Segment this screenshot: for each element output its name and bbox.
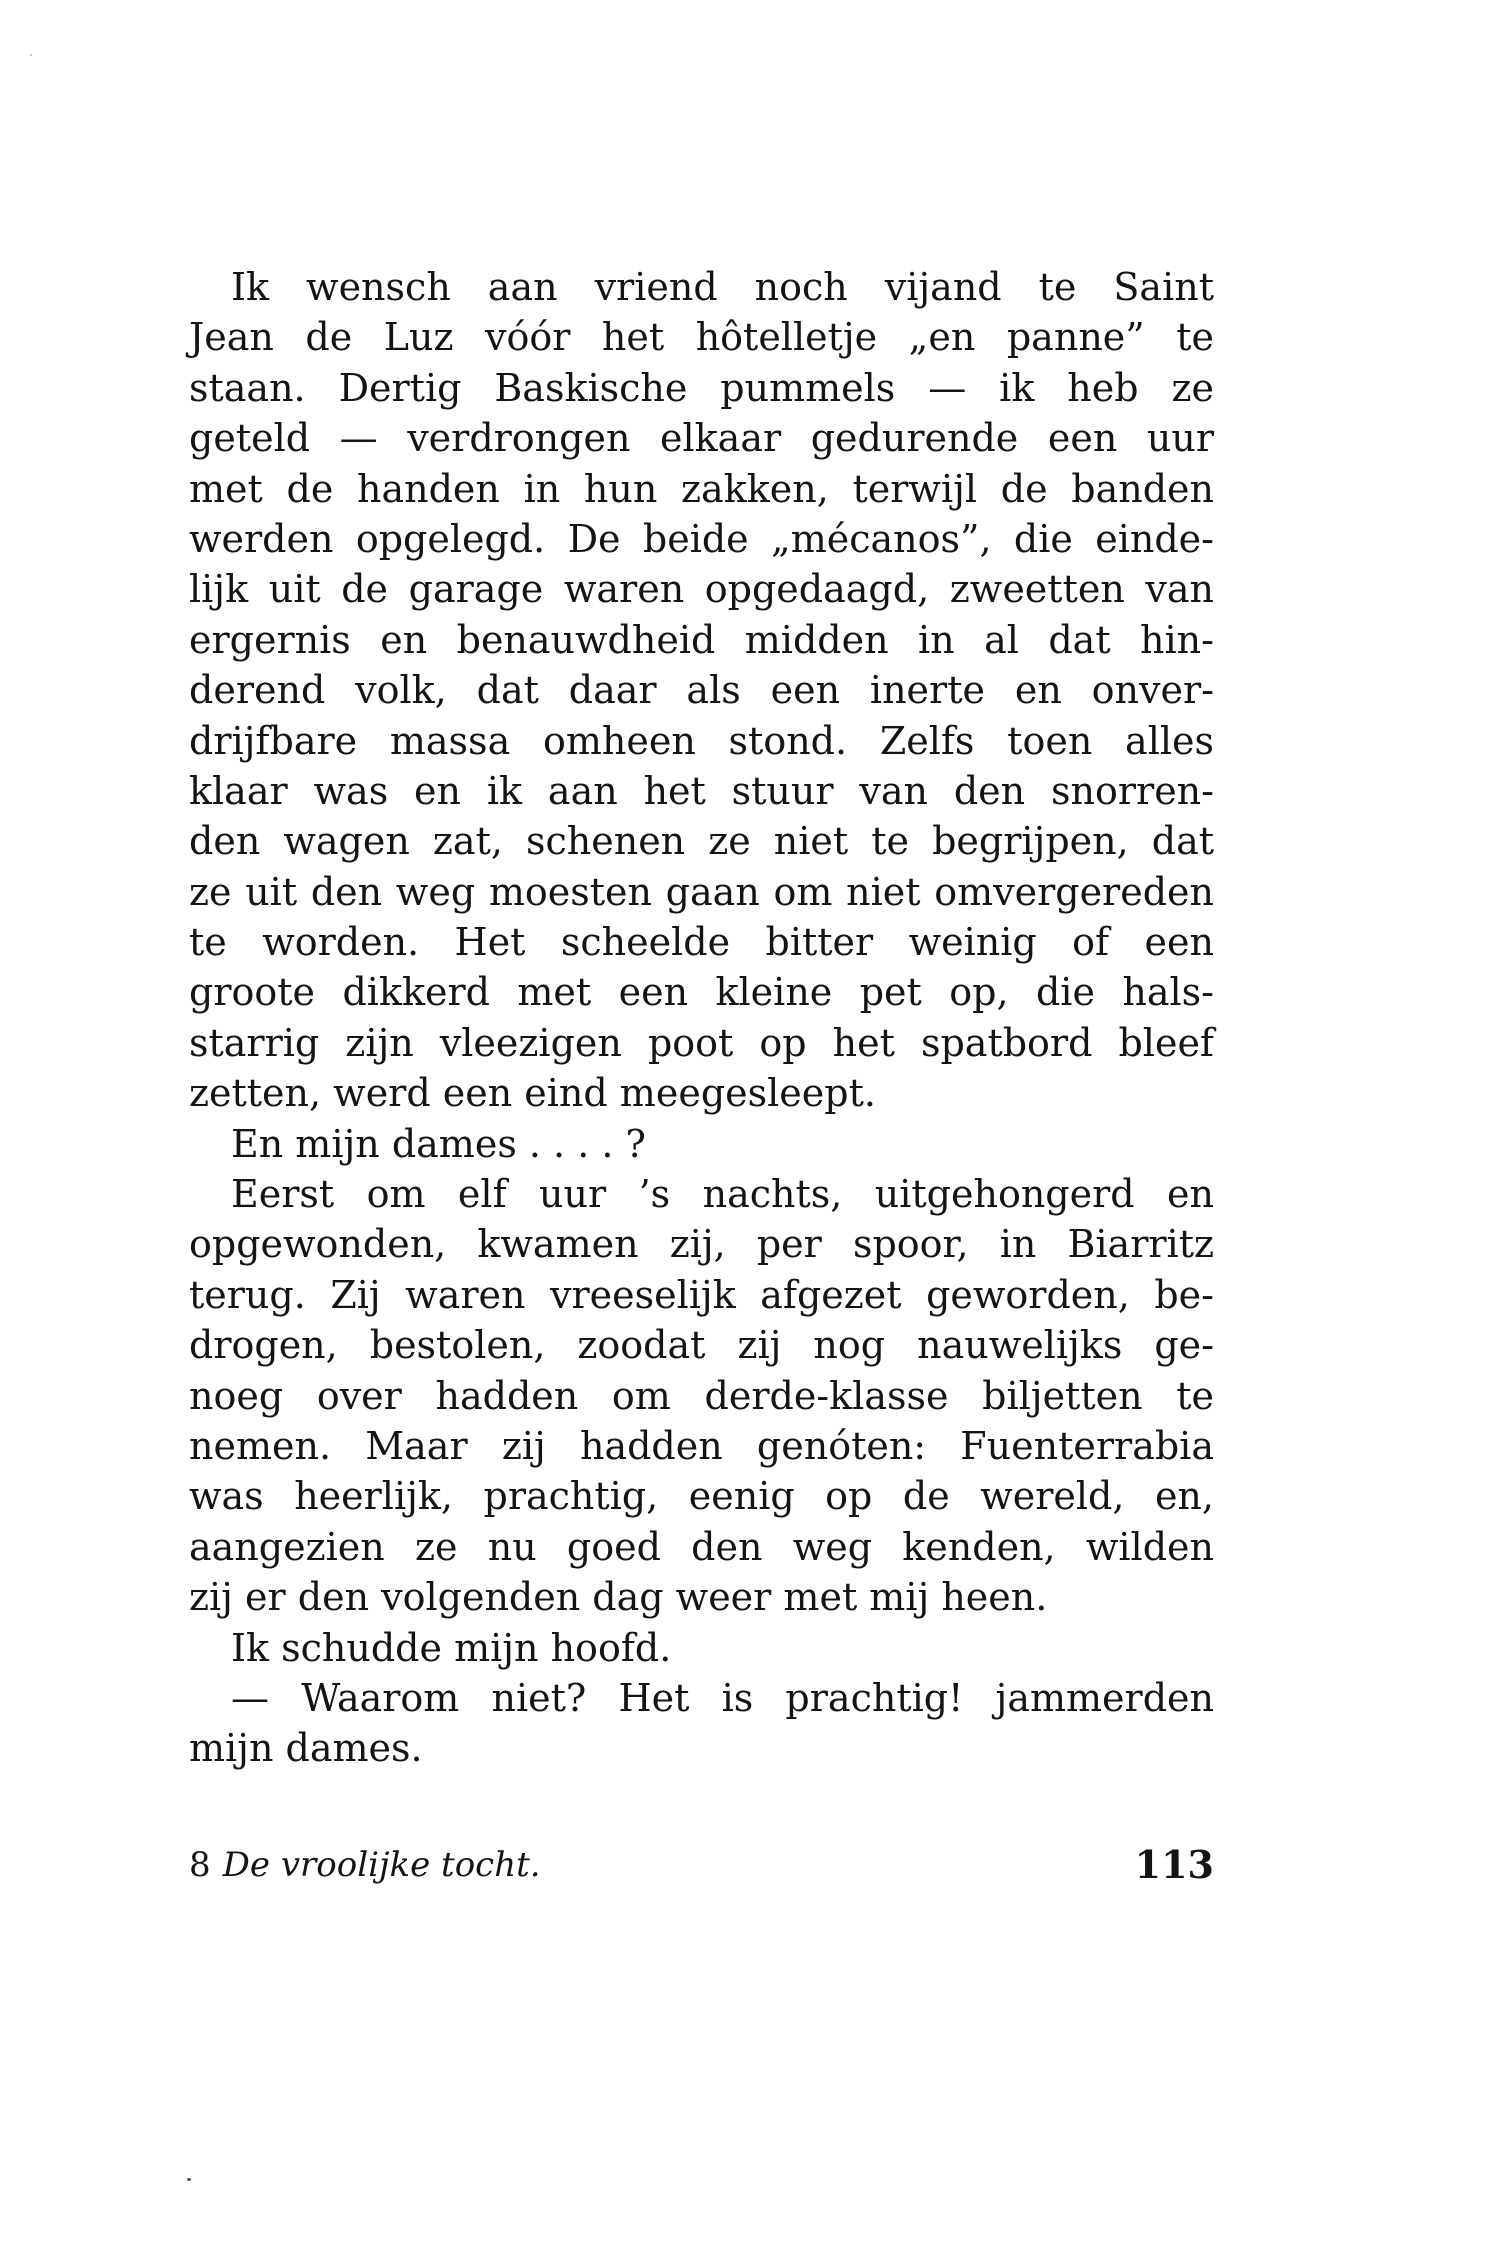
- text-line: ergernis en benauwdheid midden in al dat hin-: [189, 617, 1214, 662]
- text-line: lijk uit de garage waren opgedaagd, zweetten van: [189, 567, 1214, 612]
- text-line: Ik schudde mijn hoofd.: [231, 1625, 672, 1670]
- text-line: Ik wensch aan vriend noch vijand te Saint: [231, 265, 1214, 309]
- text-line: ze uit den weg moesten gaan om niet omvergereden: [189, 869, 1214, 914]
- text-line: opgewonden, kwamen zij, per spoor, in Biarritz: [189, 1222, 1214, 1267]
- text-line: nemen. Maar zij hadden genóten: Fuenterrabia: [189, 1423, 1214, 1468]
- text-line: aangezien ze nu goed den weg kenden, wilden: [189, 1524, 1214, 1569]
- paper-speck: [187, 2178, 191, 2181]
- text-line: zij er den volgenden dag weer met mij heen.: [189, 1575, 1048, 1620]
- text-line: drijfbare massa omheen stond. Zelfs toen alles: [189, 718, 1214, 763]
- text-line: was heerlijk, prachtig, eenig op de wereld, en,: [189, 1474, 1214, 1519]
- text-line: derend volk, dat daar als een inerte en onver-: [189, 668, 1214, 713]
- text-line: terug. Zij waren vreeselijk afgezet geworden, be-: [189, 1272, 1214, 1317]
- body-text: [189, 262, 1214, 1774]
- text-line: starrig zijn vleezigen poot op het spatbord bleef: [189, 1020, 1214, 1065]
- page-number: 113: [1134, 1842, 1214, 1887]
- text-line: En mijn dames . . . . ?: [231, 1121, 646, 1166]
- text-line: staan. Dertig Baskische pummels — ik heb ze: [189, 365, 1214, 410]
- text-line: zetten, werd een eind meegesleept.: [189, 1071, 876, 1116]
- page-footer: [189, 1838, 1214, 1892]
- text-line: Eerst om elf uur ’s nachts, uitgehongerd en: [231, 1172, 1214, 1217]
- text-line: te worden. Het scheelde bitter weinig of een: [189, 920, 1214, 965]
- text-line: klaar was en ik aan het stuur van den snorren-: [189, 768, 1214, 813]
- text-line: drogen, bestolen, zoodat zij nog nauwelijks ge-: [189, 1323, 1214, 1368]
- text-line: — Waarom niet? Het is prachtig! jammerden: [231, 1675, 1214, 1720]
- text-line: werden opgelegd. De beide „mécanos”, die einde-: [189, 516, 1214, 561]
- text-line: den wagen zat, schenen ze niet te begrijpen, dat: [189, 819, 1214, 864]
- text-line: noeg over hadden om derde-klasse biljetten te: [189, 1373, 1214, 1418]
- signature-title: De vroolijke tocht.: [222, 1845, 541, 1885]
- text-line: Jean de Luz vóór het hôtelletje „en panne” te: [189, 315, 1214, 360]
- text-line: geteld — verdrongen elkaar gedurende een uur: [189, 416, 1214, 461]
- signature-mark: [189, 1838, 541, 1892]
- signature-number: 8: [189, 1845, 211, 1885]
- text-line: met de handen in hun zakken, terwijl de banden: [189, 466, 1214, 511]
- paper-speck: [30, 54, 32, 56]
- text-line: groote dikkerd met een kleine pet op, die hals-: [189, 970, 1214, 1015]
- text-line: mijn dames.: [189, 1726, 423, 1771]
